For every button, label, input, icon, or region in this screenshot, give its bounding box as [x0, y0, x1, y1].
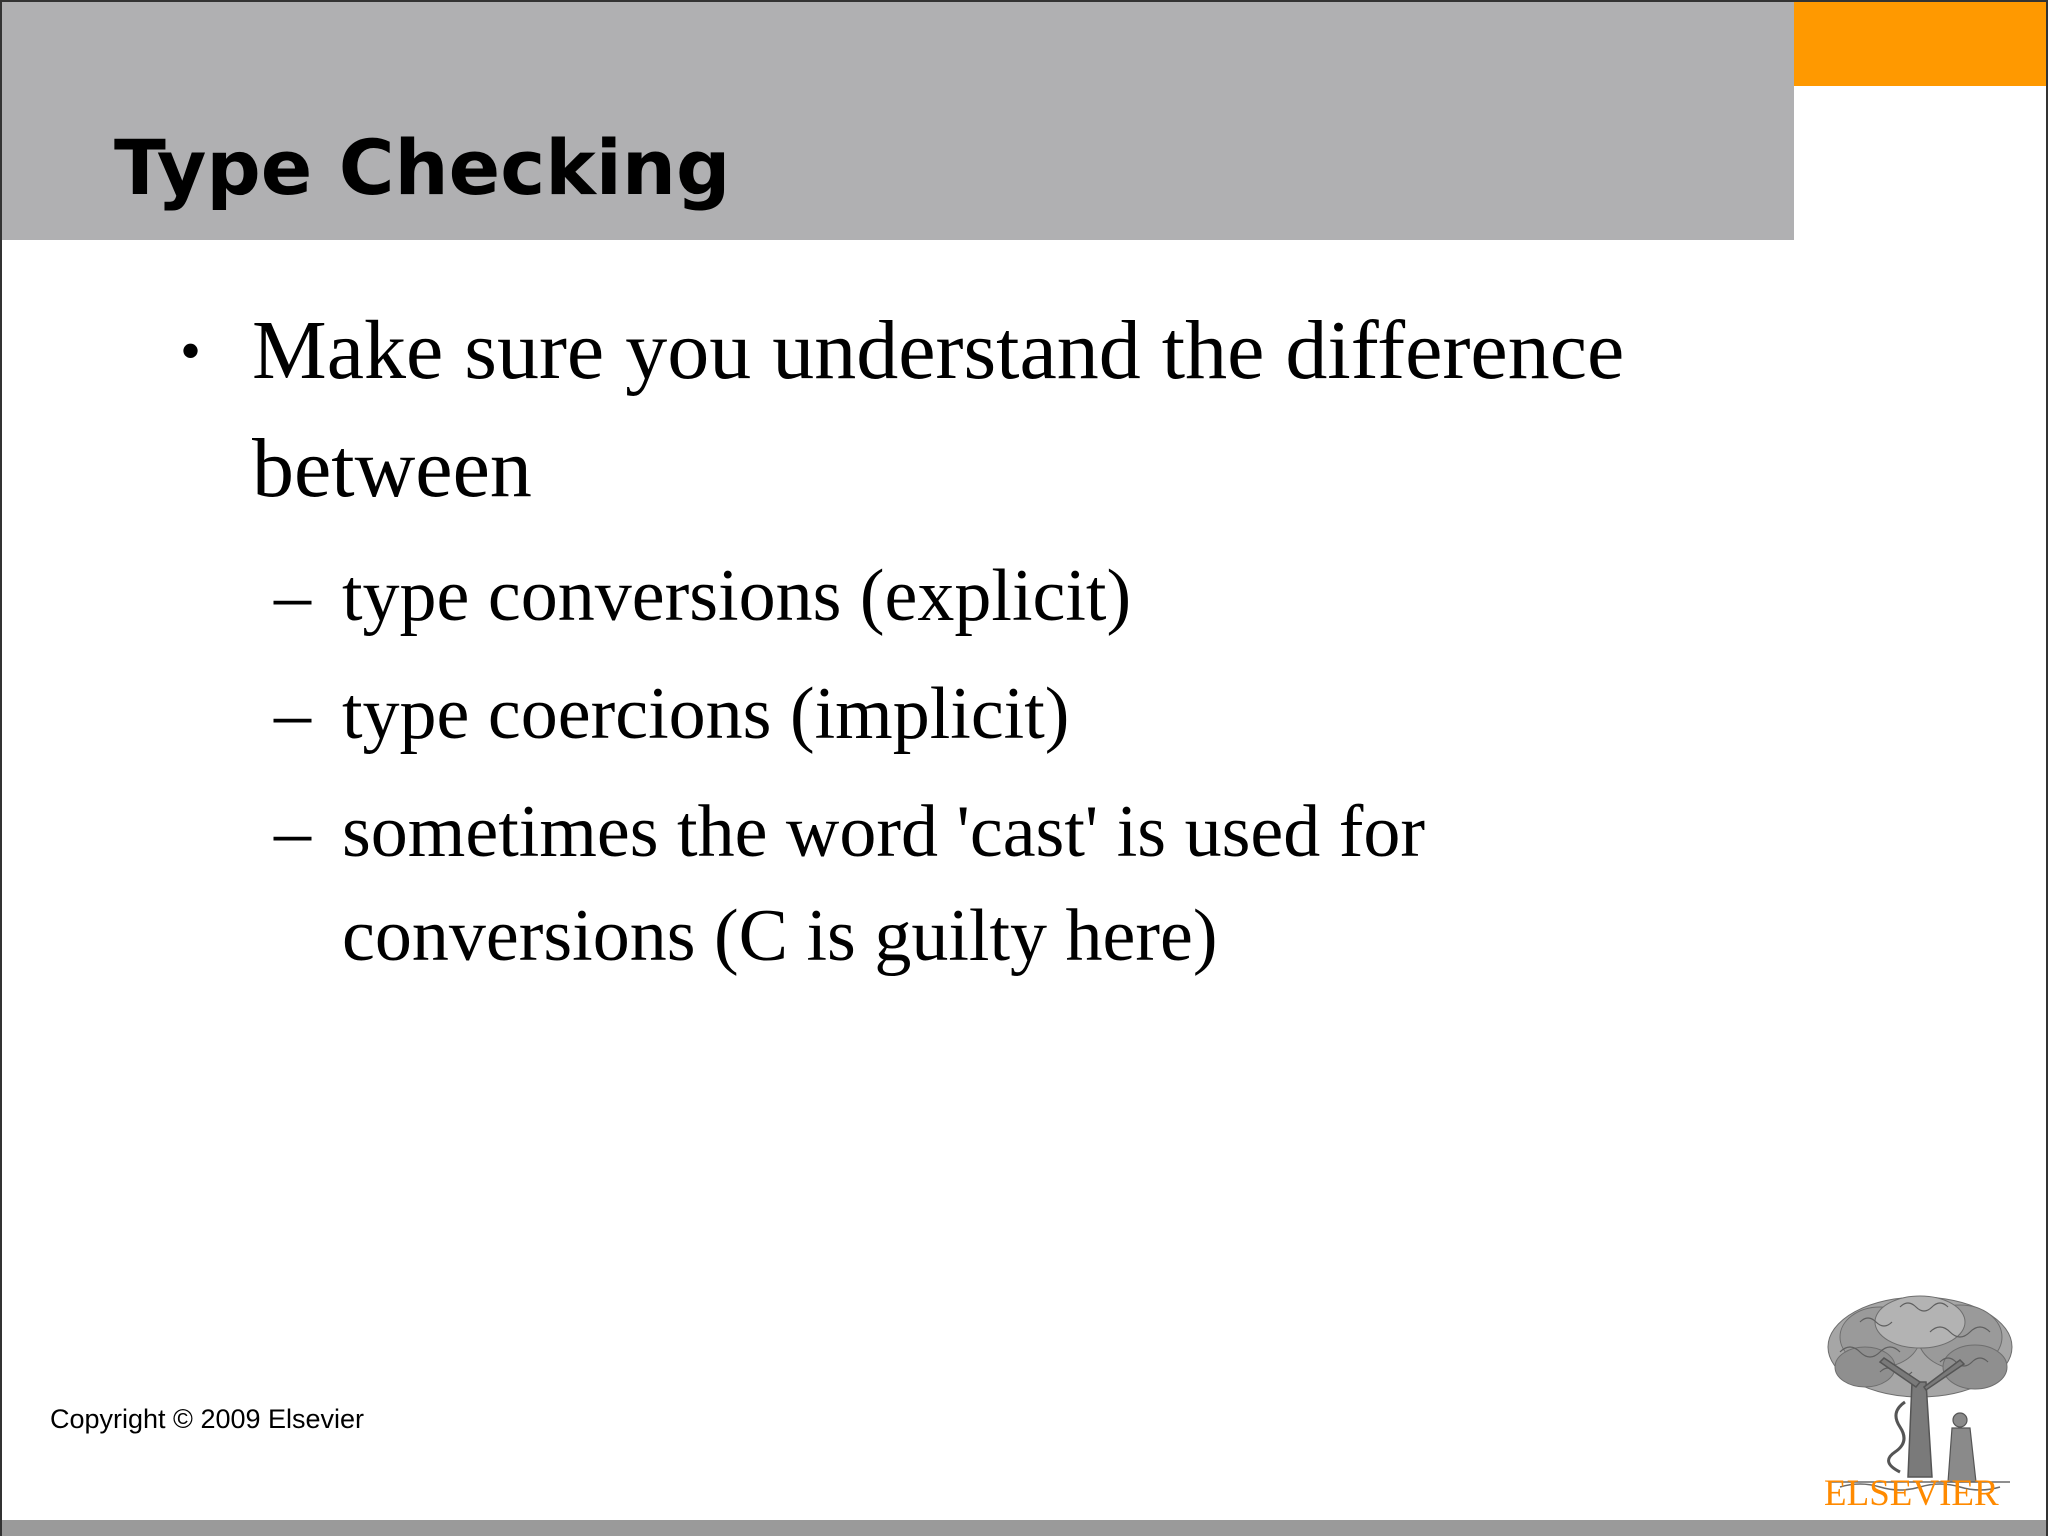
bottom-bar: [2, 1520, 2048, 1536]
elsevier-logo-text: ELSEVIER: [1824, 1473, 1999, 1514]
sub-item-text: type coercions (implicit): [342, 673, 1070, 755]
slide-title: Type Checking: [114, 123, 731, 212]
copyright-notice: Copyright © 2009 Elsevier: [50, 1404, 365, 1434]
bullet-text: Make sure you understand the difference between: [252, 304, 1625, 515]
sub-item-text: type conversions (explicit): [342, 555, 1132, 637]
sub-item-text: sometimes the word 'cast' is used for conversions (C is guilty here): [342, 791, 1426, 977]
sub-item-marker: –: [274, 673, 311, 755]
orange-accent-block: [1794, 2, 2048, 86]
sub-item-marker: –: [274, 555, 311, 637]
sub-item-marker: –: [274, 791, 311, 873]
bullet-marker: •: [180, 318, 202, 384]
